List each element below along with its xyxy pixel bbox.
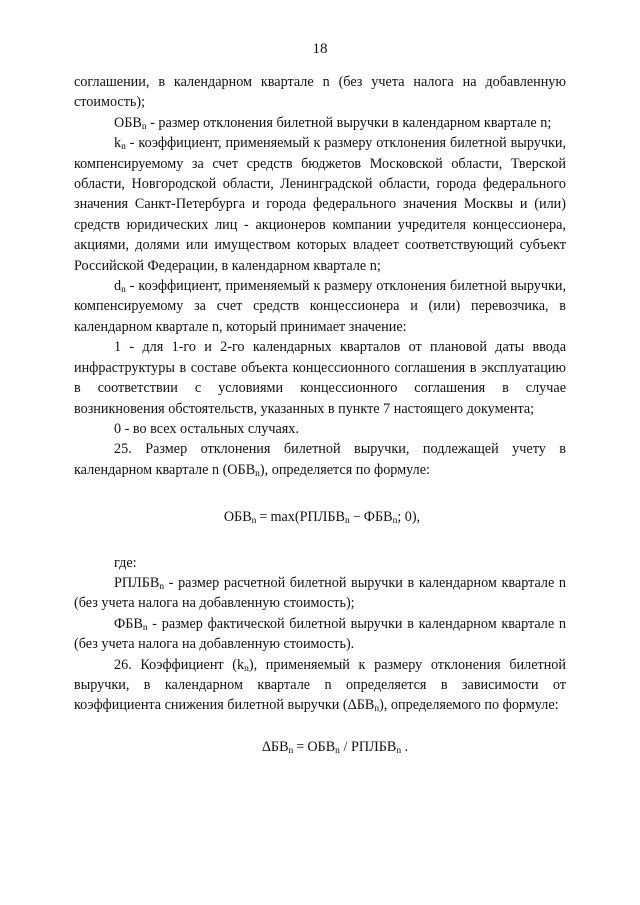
formula-term: ОБВ	[223, 509, 252, 526]
definition-text: - коэффициент, применяемый к размеру отклонения билетной выручки, компенсируемому за счет средств бюджетов Московской области, Тверской области, Новгородской области, Ленинградской области, города федерального значения Санкт-Петербурга и города федерального значения Москвы и (или) средств юридических лиц - акционеров компании учредителя концессионера, акциями, долями или имуществом которых владеет соответствующий субъект Российской Федерации, в календарном квартале n;	[74, 135, 566, 274]
formula-operator: /	[339, 738, 351, 755]
definition-dn	[74, 276, 566, 337]
formula-term: РПЛБВ	[350, 738, 397, 755]
document-body	[74, 72, 566, 757]
clause-text: ), определяемого по формуле:	[379, 697, 559, 714]
definition-rplbv	[74, 573, 566, 614]
subscript: n	[121, 285, 126, 296]
clause-text: ), применяемый к размеру отклонения билетной выручки, в календарном квартале n определяется в зависимости от коэффициента снижения билетной выручки (ΔБВ	[74, 656, 566, 714]
paragraph-continuation: соглашении, в календарном квартале n (без учета налога на добавленную стоимость);	[74, 74, 566, 111]
formula-term: max(РПЛБВ	[270, 509, 345, 526]
subscript: n	[392, 516, 398, 527]
symbol-d: d	[114, 278, 122, 295]
subscript: n	[159, 581, 165, 592]
clause-text: ), определяется по формуле:	[259, 461, 430, 478]
formula-delta-bv	[74, 737, 566, 757]
definition-text: - размер отклонения билетной выручки в календарном квартале n;	[146, 114, 552, 131]
clause-26	[74, 655, 566, 716]
subscript: n	[244, 663, 249, 674]
value-one-clause: 1 - для 1-го и 2-го календарных кварталов от плановой даты ввода инфраструктуры в составе объекта концессионного соглашения в эксплуатацию в соответствии с условиями концессионного соглашения в случае возникновения обстоятельств, указанных в пункте 7 настоящего документа;	[74, 339, 566, 417]
subscript: n	[141, 121, 147, 132]
clause-text: 26. Коэффициент (k	[114, 656, 245, 673]
subscript: n	[251, 516, 257, 527]
subscript: n	[335, 745, 340, 756]
formula-term: ; 0),	[397, 509, 421, 526]
value-zero-clause: 0 - во всех остальных случаях.	[114, 420, 299, 437]
formula-operator: −	[352, 509, 361, 526]
subscript: n	[396, 745, 402, 756]
formula-operator: =	[259, 509, 268, 526]
formula-term: ΔБВ	[261, 738, 289, 755]
formula-obv	[74, 507, 566, 527]
definition-text: - коэффициент, применяемый к размеру отклонения билетной выручки, компенсируемому за счет средств концессионера и (или) перевозчика, в календарном квартале n, который принимает значение:	[74, 278, 566, 335]
page-number: 18	[312, 41, 328, 57]
definition-text: - размер расчетной билетной выручки в календарном квартале n (без учета налога на добавленную стоимость);	[74, 574, 566, 612]
symbol-k: k	[114, 135, 122, 152]
definition-text: - размер фактической билетной выручки в календарном квартале n (без учета налога на добавленную стоимость).	[74, 615, 566, 653]
symbol-obv: ОБВ	[114, 114, 142, 131]
subscript: n	[121, 142, 126, 153]
subscript: n	[374, 704, 380, 715]
formula-term: .	[401, 738, 409, 755]
definition-kn	[74, 133, 566, 276]
subscript: n	[142, 622, 148, 633]
formula-operator: =	[296, 738, 305, 755]
subscript: n	[344, 516, 350, 527]
definition-fbv	[74, 614, 566, 655]
clause-text: 25. Размер отклонения билетной выручки, подлежащей учету в календарном квартале n (ОБВ	[74, 441, 566, 478]
formula-term: ФБВ	[363, 509, 393, 526]
where-label: где:	[114, 554, 137, 571]
formula-term: ОБВ	[307, 738, 336, 755]
symbol-rplbv: РПЛБВ	[114, 574, 160, 591]
subscript: n	[288, 745, 294, 756]
subscript: n	[255, 468, 260, 479]
definition-obv	[74, 113, 566, 133]
clause-25	[74, 439, 566, 480]
symbol-fbv: ФБВ	[114, 615, 143, 632]
